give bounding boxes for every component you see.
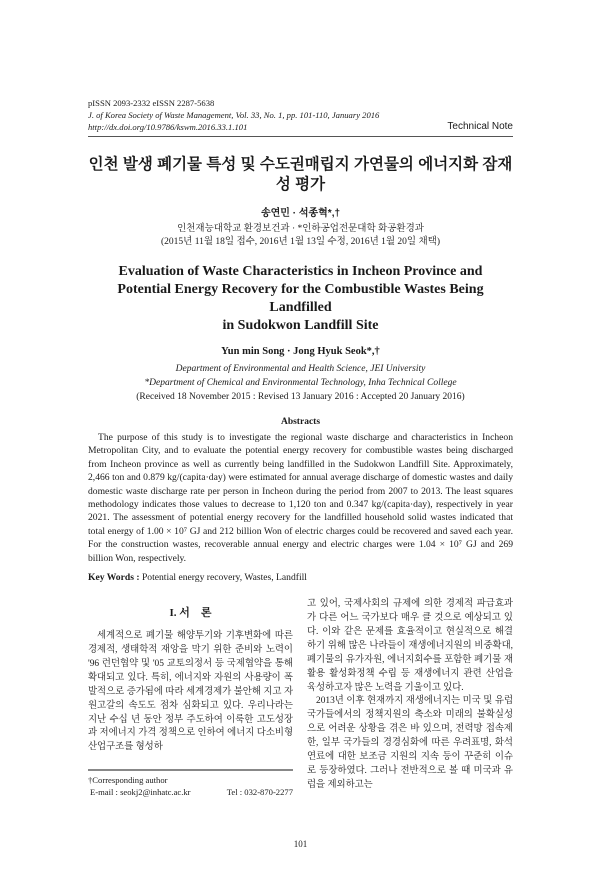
english-title: [88, 263, 513, 335]
issn: pISSN 2093-2332 eISSN 2287-5638: [88, 98, 215, 108]
korean-authors: 송연민 · 석종혁*,†: [260, 208, 341, 219]
footnote-label: †Corresponding author: [88, 775, 168, 786]
footnote-contact: [88, 786, 293, 798]
footnote-tel: Tel : 032-870-2277: [226, 787, 293, 798]
english-affiliation-1: Department of Environmental and Health Science, JEI University: [175, 364, 426, 374]
english-title-line: Evaluation of Waste Characteristics in Incheon Province and: [118, 264, 483, 279]
body-columns: [88, 598, 513, 798]
doi-link[interactable]: http://dx.doi.org/10.9786/kswm.2016.33.1.101: [88, 122, 248, 132]
korean-title: 인천 발생 폐기물 특성 및 수도권매립지 가연물의 에너지화 잠재성 평가: [88, 156, 513, 193]
body-right-paragraph-1: 고 있어, 국제사회의 규제에 의한 경제적 파급효과가 다른 어느 국가보다 매우 클 것으로 예상되고 있다. 이와 같은 문제를 효율적이고 현실적으로 해결하기 위해 많은 나라들이 재생에너지원의 비중확대, 폐기물의 유가자원, 에너지회수를 포함한 폐기물 재활용 활성화정책 수립 등 재생에너지 관련 산업을 육성하고자 많은 노력을 기울이고 있다.: [307, 599, 513, 693]
english-dates: (Received 18 November 2015 : Revised 13 January 2016 : Accepted 20 January 2016): [136, 392, 465, 402]
footnote-rule: [88, 769, 293, 771]
section-heading: I. 서 론: [169, 607, 212, 620]
korean-dates: (2015년 11월 18일 접수, 2016년 1월 13일 수정, 2016년 1월 20일 채택): [160, 237, 440, 247]
body-left-paragraph: 세계적으로 폐기물 해양투기와 기후변화에 따른 경제적, 생태학적 재앙을 막기 위한 준비와 노력이 '96 런던협약 및 '05 교토의정서 등 국제협약을 통해 확대되고 있다. 특히, 에너지와 자원의 사용량이 폭발적으로 증가됨에 따라 세계경제가 불안해 지고 자원고갈의 속도도 점차 심화되고 있다. 우리나라는 지난 수십 년 동안 정부 주도하여 이룩한 고도성장과 저에너지 가격 정책으로 인하여 에너지 다소비형 산업구조를 형성하: [88, 631, 293, 753]
abstract-heading: Abstracts: [280, 417, 321, 427]
header-doi-row: [88, 121, 513, 133]
english-title-line: in Sudokwon Landfill Site: [222, 318, 379, 333]
english-title-line: Potential Energy Recovery for the Combustible Wastes Being Landfilled: [117, 282, 484, 315]
footnote-email[interactable]: E-mail : seokj2@inhatc.ac.kr: [90, 787, 191, 798]
keywords: [88, 571, 513, 584]
right-column: [307, 598, 513, 798]
header-rule: [88, 136, 513, 137]
abstract-text: The purpose of this study is to investigate the regional waste discharge and characteristics in Incheon Metropolitan City, and to evaluate the potential energy recovery for combustible wastes being discharged from Incheon province as well as currently being landfilled in the Sudokwon Landfill Site. Approximately, 2,466 ton and 0.879 kg/(capita·day) were estimated for annual average discharge of domestic wastes and daily domestic waste discharge rate per person in Incheon during the period from 2007 to 2013. The least squares methodology indicates those values to decrease to 1,120 ton and 0.347 kg/(capita·day), respectively in year 2021. The assessment of potential energy recovery for the landfilled household solid wastes indicated that total energy of 1.00 × 10⁷ GJ and 212 billion Won of electric charges could be recovered and saved each year. For the construction wastes, recoverable annual energy and electric charges were 1.04 × 10⁷ GJ and 269 billion Won, respectively.: [88, 432, 513, 564]
keywords-label: Key Words :: [88, 572, 140, 584]
body-right-paragraph-2: 2013년 이후 현재까지 재생에너지는 미국 및 유럽 국가들에서의 정책지원의 축소와 미래의 불확실성으로 어려운 상황을 겪은 바 있으며, 전력망 접속제한, 일부 국가들의 경경심화에 따른 우려표명, 화석연료에 대한 보조금 지원의 지속 등이 꾸준히 이슈로 등장하였다. 그러나 전반적으로 볼 때 미국과 유럽을 제외하고는: [307, 696, 513, 790]
english-authors: Yun min Song · Jong Hyuk Seok*,†: [221, 346, 380, 357]
article-type: Technical Note: [447, 121, 513, 132]
korean-affiliation: 인천재능대학교 환경보건과 · *인하공업전문대학 화공환경과: [177, 224, 424, 234]
english-affiliation-2: *Department of Chemical and Environmental Technology, Inha Technical College: [144, 377, 457, 388]
page-number: 101: [293, 839, 308, 850]
left-column: [88, 598, 293, 798]
journal-citation: J. of Korea Society of Waste Management, Vol. 33, No. 1, pp. 101-110, January 2016: [88, 110, 380, 120]
keywords-value: Potential energy recovery, Wastes, Landfill: [141, 572, 307, 584]
